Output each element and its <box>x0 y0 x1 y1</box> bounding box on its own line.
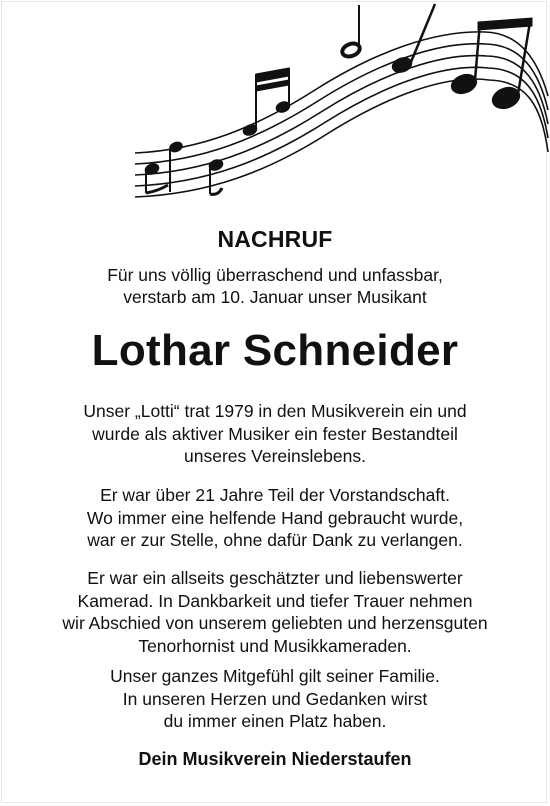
paragraph-line: In unseren Herzen und Gedanken wirst <box>122 688 428 709</box>
paragraph-line: Tenorhornist und Musikkameraden. <box>138 635 412 656</box>
intro-line: Für uns völlig überraschend und unfassbar, <box>107 265 443 285</box>
paragraph-line: wir Abschied von unserem geliebten und herzensguten <box>62 613 488 633</box>
paragraph-line: Kamerad. In Dankbarkeit und tiefer Trauer nehmen <box>77 590 473 611</box>
paragraph-line: du immer einen Platz haben. <box>163 711 387 731</box>
deceased-name: Lothar Schneider <box>91 326 459 375</box>
paragraph-line: Wo immer eine helfende Hand gebraucht wurde, <box>86 507 464 528</box>
paragraph-line: Unser ganzes Mitgefühl gilt seiner Familie. <box>110 666 440 686</box>
music-staff-notes-icon <box>130 0 550 210</box>
paragraph-line: war er zur Stelle, ohne dafür Dank zu verlangen. <box>87 530 463 550</box>
paragraph-condolence <box>0 665 550 733</box>
signature: Dein Musikverein Niederstaufen <box>138 749 412 769</box>
paragraph-board <box>0 484 550 552</box>
paragraph-line: unseres Vereinslebens. <box>184 446 366 466</box>
paragraph-line: Er war über 21 Jahre Teil der Vorstandschaft. <box>100 485 450 505</box>
intro-line: verstarb am 10. Januar unser Musikant <box>123 287 427 307</box>
paragraph-farewell <box>0 567 550 657</box>
notice-heading: NACHRUF <box>217 226 333 252</box>
intro-text <box>0 264 550 308</box>
paragraph-line: Unser „Lotti“ trat 1979 in den Musikverein ein und <box>83 401 467 421</box>
paragraph-membership <box>0 400 550 468</box>
paragraph-line: Er war ein allseits geschätzter und liebenswerter <box>87 568 463 588</box>
paragraph-line: wurde als aktiver Musiker ein fester Bestandteil <box>92 423 458 444</box>
